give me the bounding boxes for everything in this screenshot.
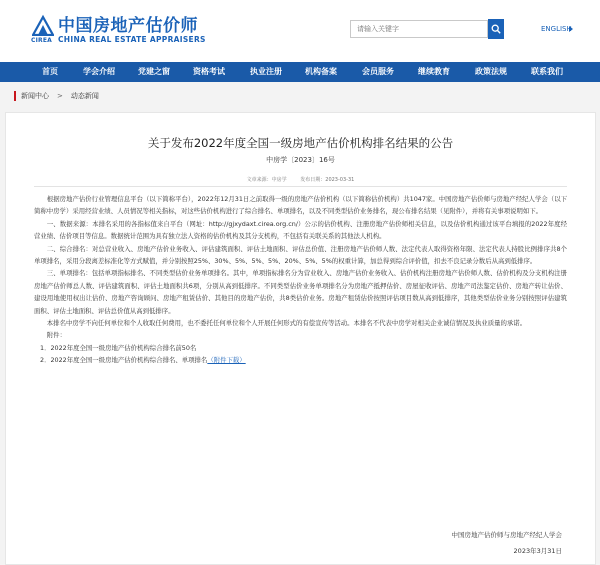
article-date: 发布日期：2023-03-31 xyxy=(300,177,355,183)
cirea-house-logo-icon[interactable] xyxy=(32,14,54,36)
search-icon xyxy=(491,24,501,34)
caret-right-icon xyxy=(569,26,573,32)
article-panel xyxy=(5,112,596,565)
attachment-item-text: 2．2022年度全国一级房地产估价机构综合排名、单项排名 xyxy=(40,356,208,365)
article-source: 文章来源：中房学 xyxy=(246,177,287,183)
signature-organization: 中国房地产估价师与房地产经纪人学会 xyxy=(451,531,562,539)
document-number: 中房学〔2023〕16号 xyxy=(266,156,335,164)
divider xyxy=(34,186,567,187)
nav-item-contact[interactable]: 联系我们 xyxy=(531,67,563,76)
article-body xyxy=(34,193,567,367)
logo-abbreviation: CIREA xyxy=(31,37,52,44)
nav-item-party[interactable]: 党建之窗 xyxy=(138,67,170,76)
breadcrumb xyxy=(14,90,99,102)
signature-date: 2023年3月31日 xyxy=(513,547,562,555)
nav-item-about[interactable]: 学会介绍 xyxy=(83,67,115,76)
signature xyxy=(452,527,563,559)
attachment-download-link[interactable]: （附件下载） xyxy=(207,356,246,365)
breadcrumb-current[interactable]: 动态新闻 xyxy=(70,92,99,100)
nav-item-member-services[interactable]: 会员服务 xyxy=(362,67,394,76)
english-link[interactable]: ENGLISH xyxy=(541,25,572,33)
breadcrumb-marker xyxy=(14,91,16,101)
attachment-item: 1．2022年度全国一级房地产估价机构综合排名前50名 xyxy=(40,343,197,352)
breadcrumb-separator: > xyxy=(57,92,63,100)
logo-chinese-name[interactable]: 中国房地产估价师 xyxy=(58,16,198,36)
nav-item-agency-filing[interactable]: 机构备案 xyxy=(305,67,337,76)
nav-item-continuing-education[interactable]: 继续教育 xyxy=(418,67,450,76)
attachment-item xyxy=(34,354,567,366)
search-button[interactable] xyxy=(488,19,504,39)
paragraph-disclaimer: 本排名中房学不向任何单位和个人收取任何费用，也不委托任何单位和个人开展任何形式的有偿宣传等活动。本排名不代表中房学对相关企业诚信情况及执业质量的承诺。 xyxy=(46,319,527,328)
nav-item-exam[interactable]: 资格考试 xyxy=(193,67,225,76)
search-input[interactable] xyxy=(350,20,488,38)
article-title: 关于发布2022年度全国一级房地产估价机构排名结果的公告 xyxy=(147,136,454,150)
attachments-label: 附件： xyxy=(46,331,66,340)
paragraph-single-ranking: 三、单项排名：包括单项指标排名、不同类型估价业务单项排名。其中，单项指标排名分为营业收入、房地产估价业务收入、估价机构注册房地产估价师人数、估价机构及分支机构注册房地产估价师总人数、评估建筑面积、评估土地面积共6项，分别从高到低排序。不同类型估价业务单项排名分为房地产抵押估价、房屋征收评估、房地产司法鉴定估价、房地产转让估价、建设用地使用权出让估价、房地产咨询顾问、房地产租赁估价、其他目的房地产估价，共8类估价业务。房地产租赁估价按照评估项目数从高到低排序，其他类型估价业务分别按照评估建筑面积、评估土地面积、评估总价值从高到低排序。 xyxy=(34,269,567,315)
nav-item-home[interactable]: 首页 xyxy=(42,67,58,76)
main-nav xyxy=(0,62,600,82)
nav-item-policies[interactable]: 政策法规 xyxy=(475,67,507,76)
article-meta xyxy=(6,176,595,183)
logo-english-name: CHINA REAL ESTATE APPRAISERS xyxy=(58,35,206,44)
breadcrumb-news-center[interactable]: 新闻中心 xyxy=(21,92,49,100)
nav-item-registration[interactable]: 执业注册 xyxy=(250,67,282,76)
paragraph-intro: 根据房地产估价行业管理信息平台（以下简称平台），2022年12月31日之前取得一级的房地产估价机构（以下简称估价机构）共1047家。中国房地产估价师与房地产经纪人学会（以下简称中房学）采用经营业绩、人员情况等相关指标，对这些估价机构进行了综合排名、单项排名，以及不同类型估价业务排名，现公布排名结果（见附件），并将有关事项说明如下。 xyxy=(34,195,567,216)
paragraph-overall-ranking: 二、综合排名：对总营业收入、房地产估价业务收入、评估建筑面积、评估土地面积、评估总价值、注册房地产估价师人数、法定代表人取得资格年限、法定代表人持股比例排序共8个单项排名，采用分段离差标准化等方式赋值，并分别按照25%、30%、5%、5%、5%、20%、5%、5%的权重计算，加总得到综合评价值，扣去不良记录分数后从高到低排序。 xyxy=(34,244,567,266)
site-header xyxy=(0,0,600,62)
paragraph-data-source: 一、数据来源：本排名采用的各指标值来自平台（网址：http://gjxydaxt.cirea.org.cn/）公示的估价机构、注册房地产估价师相关信息，以及估价机构通过该平台填报的2022年度经营业绩、估价项目等信息。数据统计范围为具有独立法人资格的估价机构及其分支机构，不包括有关联关系的其他法人机构。 xyxy=(34,219,567,241)
